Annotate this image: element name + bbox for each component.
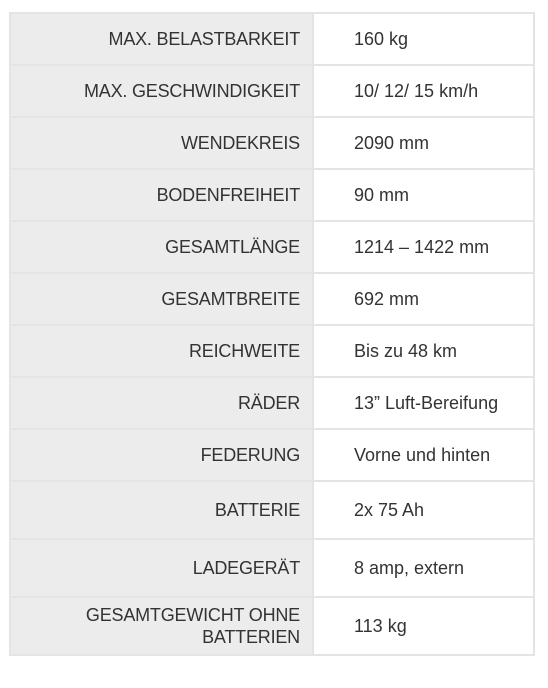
spec-label: FEDERUNG	[10, 429, 313, 481]
spec-label: GESAMTLÄNGE	[10, 221, 313, 273]
spec-row-battery	[10, 481, 534, 539]
spec-row-charger	[10, 539, 534, 597]
spec-row-total-weight	[10, 597, 534, 655]
spec-label: LADEGERÄT	[10, 539, 313, 597]
spec-row-wheels	[10, 377, 534, 429]
spec-label: WENDEKREIS	[10, 117, 313, 169]
spec-value: 160 kg	[313, 13, 534, 65]
spec-value: 2x 75 Ah	[313, 481, 534, 539]
spec-label-line: BATTERIEN	[202, 627, 300, 647]
spec-value: 8 amp, extern	[313, 539, 534, 597]
spec-value: 13” Luft-Bereifung	[313, 377, 534, 429]
spec-label: BATTERIE	[10, 481, 313, 539]
spec-value: 113 kg	[313, 597, 534, 655]
spec-label: GESAMTBREITE	[10, 273, 313, 325]
spec-label: MAX. BELASTBARKEIT	[10, 13, 313, 65]
spec-label: MAX. GESCHWINDIGKEIT	[10, 65, 313, 117]
spec-label: BODENFREIHEIT	[10, 169, 313, 221]
spec-table	[9, 12, 535, 656]
spec-row-total-length	[10, 221, 534, 273]
spec-row-range	[10, 325, 534, 377]
spec-value: 90 mm	[313, 169, 534, 221]
spec-label-line: GESAMTGEWICHT OHNE	[85, 605, 300, 625]
spec-label: RÄDER	[10, 377, 313, 429]
spec-value: 2090 mm	[313, 117, 534, 169]
spec-row-ground-clearance	[10, 169, 534, 221]
spec-value: 10/ 12/ 15 km/h	[313, 65, 534, 117]
spec-value: Vorne und hinten	[313, 429, 534, 481]
spec-row-turning-circle	[10, 117, 534, 169]
spec-label: REICHWEITE	[10, 325, 313, 377]
spec-value: Bis zu 48 km	[313, 325, 534, 377]
spec-value: 1214 – 1422 mm	[313, 221, 534, 273]
spec-row-max-load	[10, 13, 534, 65]
spec-row-suspension	[10, 429, 534, 481]
spec-row-total-width	[10, 273, 534, 325]
spec-value: 692 mm	[313, 273, 534, 325]
spec-label	[10, 597, 313, 655]
spec-row-max-speed	[10, 65, 534, 117]
